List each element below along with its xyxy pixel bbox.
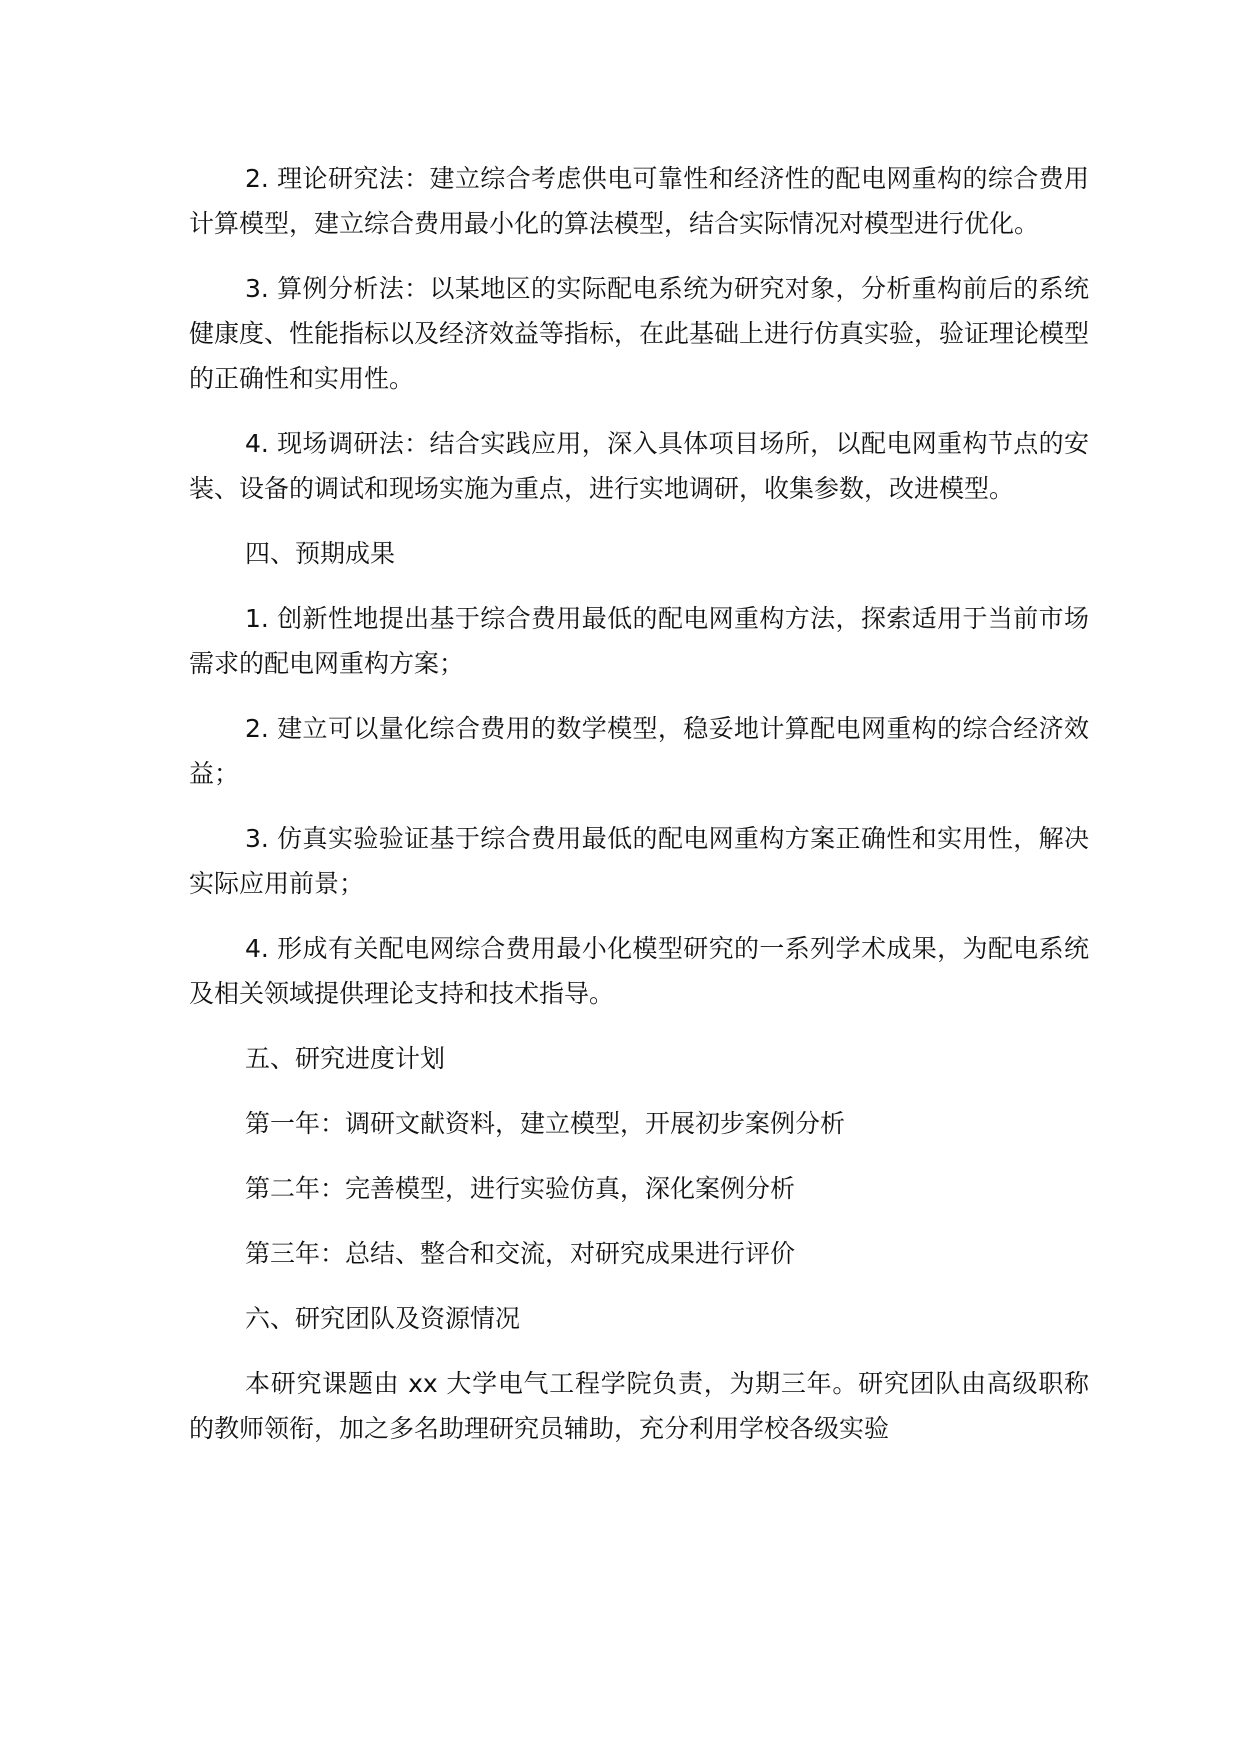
schedule-item-year-3: 第三年：总结、整合和交流，对研究成果进行评价 — [245, 1239, 796, 1268]
result-paragraph-4: 4. 形成有关配电网综合费用最小化模型研究的一系列学术成果，为配电系统及相关领域提供理论支持和技术指导。 — [189, 934, 1089, 1008]
result-paragraph-1: 1. 创新性地提出基于综合费用最低的配电网重构方法，探索适用于当前市场需求的配电网重构方案； — [189, 604, 1089, 678]
method-paragraph-field-research: 4. 现场调研法：结合实践应用，深入具体项目场所，以配电网重构节点的安装、设备的调试和现场实施为重点，进行实地调研，收集参数，改进模型。 — [189, 429, 1089, 503]
team-paragraph: 本研究课题由 xx 大学电气工程学院负责，为期三年。研究团队由高级职称的教师领衔，加之多名助理研究员辅助，充分利用学校各级实验 — [189, 1369, 1089, 1443]
result-paragraph-2: 2. 建立可以量化综合费用的数学模型，稳妥地计算配电网重构的综合经济效益； — [189, 714, 1089, 788]
schedule-item-year-2: 第二年：完善模型，进行实验仿真，深化案例分析 — [245, 1174, 796, 1203]
method-paragraph-case-analysis: 3. 算例分析法：以某地区的实际配电系统为研究对象，分析重构前后的系统健康度、性能指标以及经济效益等指标，在此基础上进行仿真实验，验证理论模型的正确性和实用性。 — [189, 274, 1090, 393]
document-body — [189, 156, 1089, 1471]
result-paragraph-3: 3. 仿真实验验证基于综合费用最低的配电网重构方案正确性和实用性，解决实际应用前景； — [189, 824, 1089, 898]
section-heading-team-resources: 六、研究团队及资源情况 — [245, 1304, 521, 1333]
method-paragraph-theory: 2. 理论研究法：建立综合考虑供电可靠性和经济性的配电网重构的综合费用计算模型，建立综合费用最小化的算法模型，结合实际情况对模型进行优化。 — [189, 164, 1089, 238]
schedule-item-year-1: 第一年：调研文献资料，建立模型，开展初步案例分析 — [245, 1109, 846, 1138]
section-heading-expected-results: 四、预期成果 — [245, 539, 396, 568]
section-heading-schedule: 五、研究进度计划 — [245, 1044, 446, 1073]
